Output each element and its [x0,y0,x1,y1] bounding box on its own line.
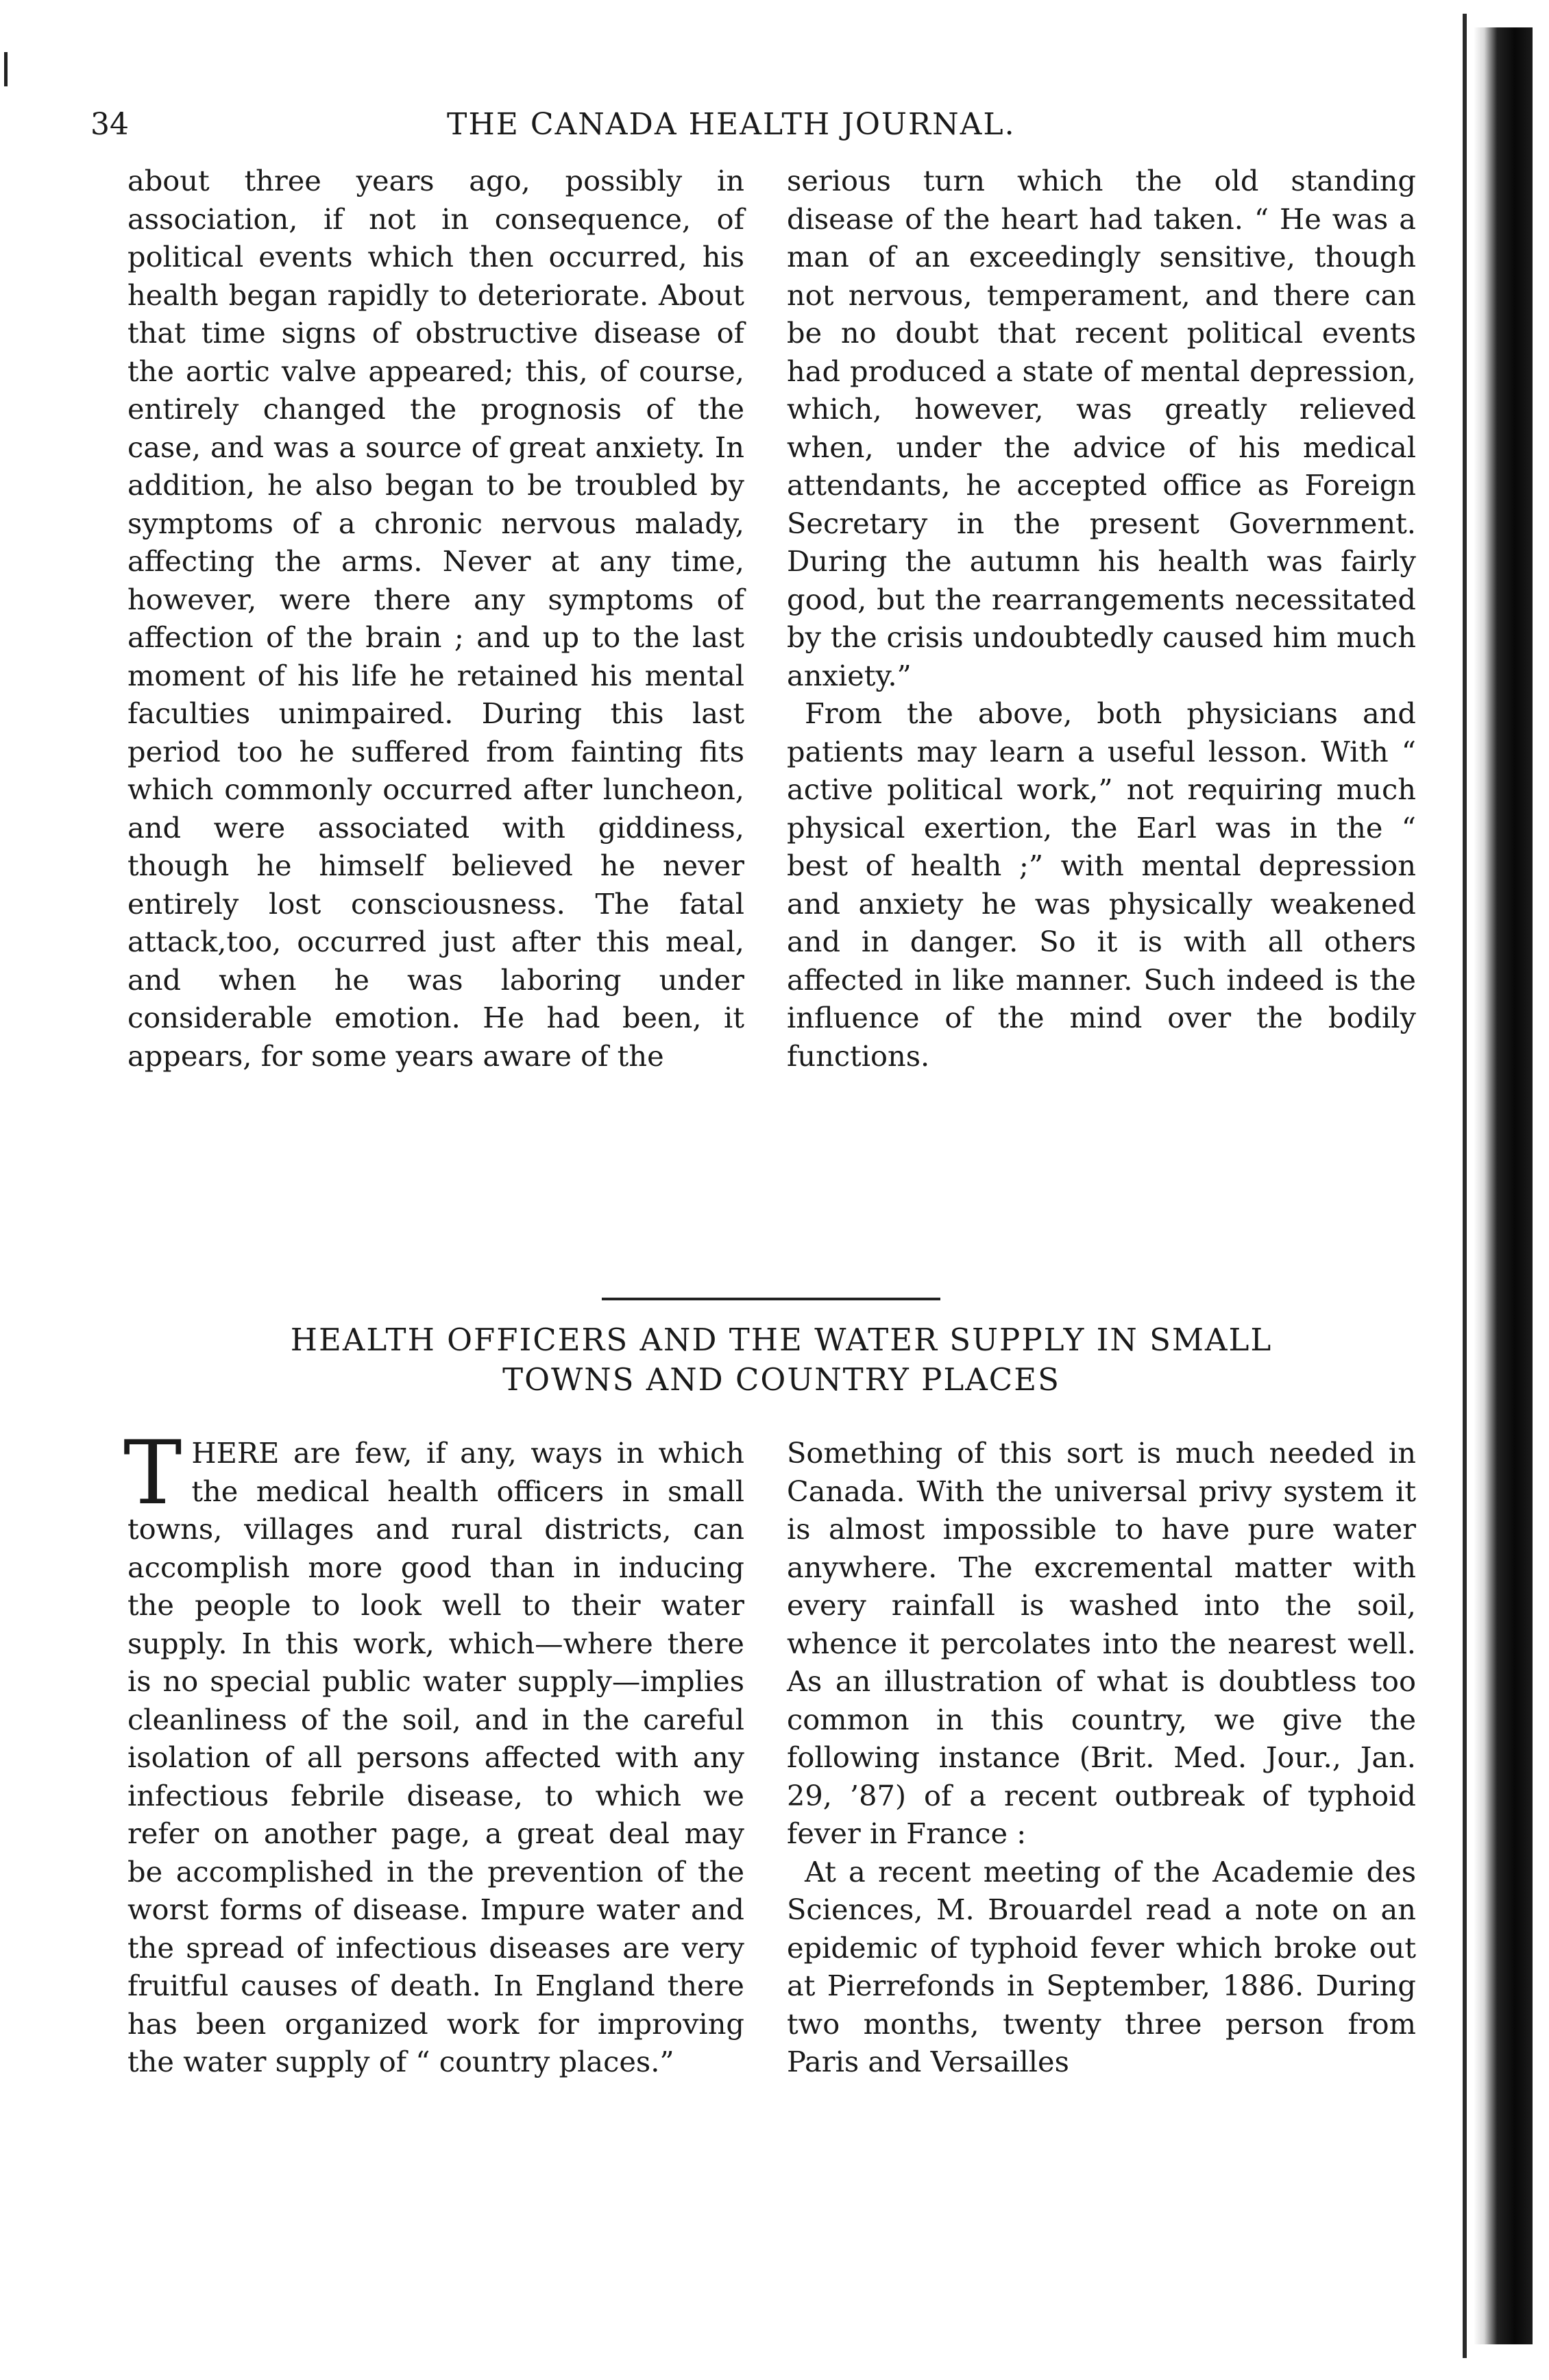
article-left-column [123,1422,744,2081]
article-opening-text: HERE are few, if any, ways in which the medical health officers in small towns, villages and rural districts, can accomplish more good than in inducing the people to look well to their water supply. In this work, which—where there is no special public water supply—implies cleanliness of the soil, and in the careful isolation of all persons affected with any infectious febrile disease, to which we refer on another page, a great deal may be accomplished in the prevention of the worst forms of disease. Impure water and the spread of infectious diseases are very fruitful causes of death. In England there has been organized work for improving the water supply of “ country places.” [127,1436,744,2078]
article-paragraph-academie: At a recent meeting of the Academie des Sciences, M. Brouardel read a note on an epidemic of typhoid fever which broke out at Pierrefonds in September, 1886. During two months, twenty three person from Paris and Versailles [787,1854,1416,2078]
continued-paragraph-quote: serious turn which the old standing disease of the heart had taken. “ He was a man of an exceedingly sensitive, though not nervous, temperament, and there can be no doubt that recent political events had produced a state of mental depression, which, however, was greatly relieved when, under the advice of his medical attendants, he accepted office as Foreign Secretary in the present Government. During the autumn his health was fairly good, but the rearrangements necessitated by the crisis undoubtedly caused him much anxiety.” [787,164,1416,692]
page-number: 34 [90,107,129,142]
article-title-line-1: HEALTH OFFICERS AND THE WATER SUPPLY IN SMALL [290,1322,1273,1358]
continued-paragraph-lesson: From the above, both physicians and patients may learn a useful lesson. With “ active political work,” not requiring much physical exertion, the Earl was in the “ best of health ;” with mental depression and anxiety he was physically weakened and in danger. So it is with all others affected in like manner. Such indeed is the influence of the mind over the bodily functions. [787,696,1416,1073]
running-head: THE CANADA HEALTH JOURNAL. [447,107,1016,142]
page-header [90,104,1393,152]
article-paragraph-canada: Something of this sort is much needed in Canada. With the universal privy system it is almost impossible to have pure water anywhere. The excremental matter with every rainfall is washed into the soil, whence it percolates into the nearest well. As an illustration of what is doubtless too common in this country, we give the following instance (Brit. Med. Jour., Jan. 29, ’87) of a recent outbreak of typhoid fever in France : [787,1436,1416,1850]
scan-corner-mark [4,52,8,86]
article-opening-paragraph [123,1422,744,2081]
article-title [96,1320,1467,1400]
continued-article-left-column [127,162,744,1075]
scan-binding-line [1463,14,1467,2358]
continued-paragraph: about three years ago, possibly in association, if not in consequence, of political events which then occurred, his health began rapidly to deteriorate. About that time signs of obstructive disease of the aortic valve appeared; this, of course, entirely changed the prognosis of the case, and was a source of great anxiety. In addition, he also began to be troubled by symptoms of a chronic nervous malady, affecting the arms. Never at any time, however, were there any symptoms of affection of the brain ; and up to the last moment of his life he retained his mental faculties unimpaired. During this last period too he suffered from fainting fits which commonly occurred after luncheon, and were associated with giddiness, though he himself believed he never entirely lost consciousness. The fatal attack,too, occurred just after this meal, and when he was laboring under considerable emotion. He had been, it appears, for some years aware of the [127,164,744,1073]
drop-cap: T [123,1422,182,1525]
article-right-column [787,1434,1416,2081]
section-divider [602,1298,940,1300]
continued-article-right-column [787,162,1416,1075]
article-title-line-2: TOWNS AND COUNTRY PLACES [502,1361,1060,1398]
scan-binding-edge [1474,27,1533,2344]
